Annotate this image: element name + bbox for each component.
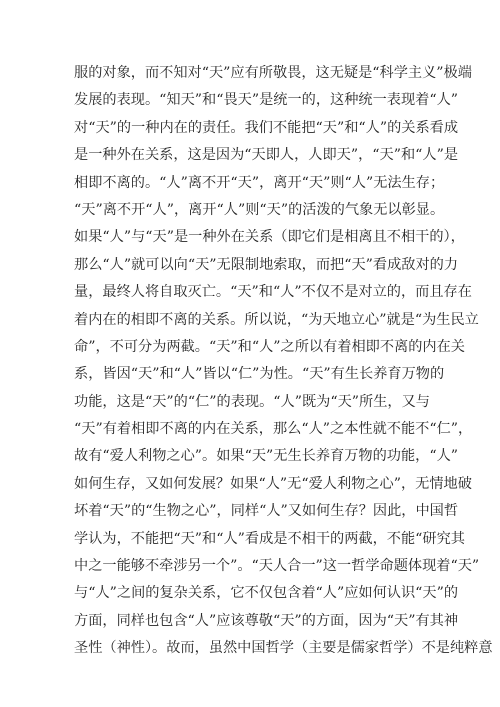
text-line: 命”，不可分为两截。“天”和“人”之所以有着相即不离的内在关 — [74, 338, 465, 355]
text-line: 如何生存，又如何发展？如果“人”无“爱人利物之心”，无情地破 — [74, 475, 472, 492]
text-line: “天”有着相即不离的内在关系，那么“人”之本性就不能不“仁”， — [74, 421, 473, 438]
text-line: 对“天”的一种内在的责任。我们不能把“天”和“人”的关系看成 — [74, 119, 459, 136]
text-line: 方面，同样也包含“人”应该尊敬“天”的方面，因为“天”有其神 — [74, 612, 459, 629]
text-line: 圣性（神性）。故而，虽然中国哲学（主要是儒家哲学）不是纯粹意 — [74, 640, 493, 657]
text-line: “天”离不开“人”，离开“人”则“天”的活泼的气象无以彰显。 — [74, 201, 445, 218]
text-line: 如果“人”与“天”是一种外在关系（即它们是相离且不相干的）， — [74, 229, 465, 246]
text-line: 着内在的相即不离的关系。所以说，“为天地立心”就是“为生民立 — [74, 311, 479, 328]
text-line: 是一种外在关系，这是因为“天即人，人即天”，“天”和“人”是 — [74, 147, 459, 164]
text-line: 学认为，不能把“天”和“人”看成是不相干的两截，不能“研究其 — [74, 530, 465, 547]
text-line: 服的对象，而不知对“天”应有所敬畏，这无疑是“科学主义”极端 — [74, 65, 472, 81]
text-line: 相即不离的。“人”离不开“天”，离开“天”则“人”无法生存； — [74, 174, 445, 191]
body-text — [74, 60, 493, 663]
text-line: 故有“爱人利物之心”。如果“天”无生长养育万物的功能，“人” — [74, 448, 459, 465]
text-line: 量，最终人将自取灭亡。“天”和“人”不仅不是对立的，而且存在 — [74, 284, 472, 301]
text-line: 系，皆因“天”和“人”皆以“仁”为性。“天”有生长养育万物的 — [74, 366, 445, 383]
text-line: 与“人”之间的复杂关系，它不仅包含着“人”应如何认识“天”的 — [74, 585, 459, 602]
text-line: 中之一能够不牵涉另一个”。“天人合一”这一哲学命题体现着“天” — [74, 558, 480, 575]
text-line: 坏着“天”的“生物之心”，同样“人”又如何生存？因此，中国哲 — [74, 503, 459, 520]
text-line: 发展的表现。“知天”和“畏天”是统一的，这种统一表现着“人” — [74, 92, 459, 109]
text-line: 那么“人”就可以向“天”无限制地索取，而把“天”看成敌对的力 — [74, 256, 459, 273]
text-line: 功能，这是“天”的“仁”的表现。“人”既为“天”所生，又与 — [74, 393, 430, 410]
